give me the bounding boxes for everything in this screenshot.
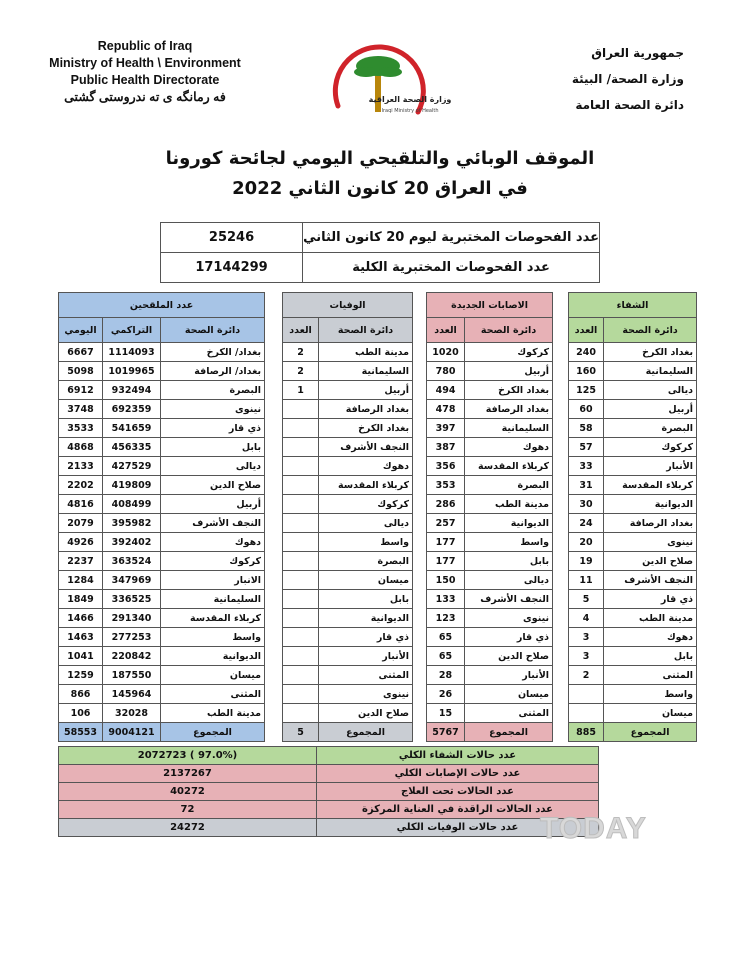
case-directorate-cell: واسط	[465, 533, 553, 552]
vac-daily-cell: 4926	[59, 533, 103, 552]
tests-summary-table	[160, 222, 600, 283]
case-directorate-cell: كربلاء المقدسة	[465, 457, 553, 476]
rec-directorate-cell: مدينة الطب	[604, 609, 697, 628]
death-count-cell	[283, 609, 319, 628]
vac-directorate-cell: ميسان	[161, 666, 265, 685]
vac-directorate-cell: دهوك	[161, 533, 265, 552]
death-count-cell	[283, 438, 319, 457]
vac-cumulative-cell: 692359	[103, 400, 161, 419]
case-count-cell: 28	[427, 666, 465, 685]
death-count-cell	[283, 590, 319, 609]
case-count-cell: 26	[427, 685, 465, 704]
table-row	[59, 647, 697, 666]
death-directorate-cell: أربيل	[319, 381, 413, 400]
death-count-cell	[283, 533, 319, 552]
rec-directorate-cell: السليمانية	[604, 362, 697, 381]
title-line-2: في العراق 20 كانون الثاني 2022	[232, 178, 528, 199]
col-rec-directorate: دائرة الصحة	[604, 318, 697, 343]
death-directorate-cell: الديوانية	[319, 609, 413, 628]
rec-count-cell	[569, 704, 604, 723]
vac-cumulative-cell: 363524	[103, 552, 161, 571]
vac-daily-cell: 2079	[59, 514, 103, 533]
total-stat-row	[59, 747, 599, 765]
vac-directorate-cell: المثنى	[161, 685, 265, 704]
logo-text: وزارة الصحة العراقية	[368, 95, 452, 104]
vac-cumulative-cell: 1114093	[103, 343, 161, 362]
death-directorate-cell: بغداد الكرخ	[319, 419, 413, 438]
case-directorate-cell: بابل	[465, 552, 553, 571]
vac-cumulative-cell: 408499	[103, 495, 161, 514]
vac-daily-cell: 3533	[59, 419, 103, 438]
table-row	[59, 514, 697, 533]
case-count-cell: 494	[427, 381, 465, 400]
total-stat-row	[59, 765, 599, 783]
vac-cumulative-cell: 145964	[103, 685, 161, 704]
death-count-cell	[283, 704, 319, 723]
vac-cumulative-cell: 220842	[103, 647, 161, 666]
case-directorate-cell: نينوى	[465, 609, 553, 628]
table-row	[59, 438, 697, 457]
death-count-cell	[283, 552, 319, 571]
vac-directorate-cell: ذي قار	[161, 419, 265, 438]
group-header-row	[59, 293, 697, 318]
case-directorate-cell: أربيل	[465, 362, 553, 381]
table-row	[59, 571, 697, 590]
total-stat-value: 2072723 ( 97.0%)	[59, 747, 317, 765]
title-line-1: الموقف الوبائي والتلقيحي اليومي لجائحة كورونا	[165, 148, 595, 169]
rec-directorate-cell: بابل	[604, 647, 697, 666]
vac-directorate-cell: الانبار	[161, 571, 265, 590]
table-row	[59, 419, 697, 438]
vac-daily-cell: 2133	[59, 457, 103, 476]
case-directorate-cell: البصرة	[465, 476, 553, 495]
vac-cumulative-cell: 187550	[103, 666, 161, 685]
total-stat-row	[59, 801, 599, 819]
rec-directorate-cell: النجف الأشرف	[604, 571, 697, 590]
vac-daily-cell: 106	[59, 704, 103, 723]
col-cumulative: التراكمي	[103, 318, 161, 343]
total-stat-value: 24272	[59, 819, 317, 837]
total-stat-value: 2137267	[59, 765, 317, 783]
rec-directorate-cell: واسط	[604, 685, 697, 704]
death-count-cell	[283, 419, 319, 438]
table-row	[59, 381, 697, 400]
death-count-cell	[283, 476, 319, 495]
col-daily: اليومي	[59, 318, 103, 343]
case-count-cell: 286	[427, 495, 465, 514]
vac-cumulative-cell: 932494	[103, 381, 161, 400]
header-en-line-1: Republic of Iraq	[97, 39, 193, 53]
header-en-line-2: Ministry of Health \ Environment	[49, 56, 241, 70]
daily-tests-row	[161, 223, 600, 253]
rec-count-cell: 11	[569, 571, 604, 590]
total-stat-row	[59, 819, 599, 837]
table-row	[59, 343, 697, 362]
totals-row	[59, 723, 697, 742]
case-count-cell: 133	[427, 590, 465, 609]
header-ar-line-3: دائرة الصحة العامة	[575, 98, 684, 112]
total-tests-label: عدد الفحوصات المختبرية الكلية	[303, 253, 600, 283]
rec-count-cell: 125	[569, 381, 604, 400]
death-count-cell	[283, 628, 319, 647]
vac-directorate-cell: الديوانية	[161, 647, 265, 666]
case-count-cell: 356	[427, 457, 465, 476]
death-count-cell	[283, 495, 319, 514]
death-count-cell: 1	[283, 381, 319, 400]
vac-daily-cell: 1849	[59, 590, 103, 609]
vaccinated-group-header: عدد الملقحين	[59, 293, 265, 318]
vac-daily-cell: 6912	[59, 381, 103, 400]
vac-directorate-cell: كركوك	[161, 552, 265, 571]
case-count-cell: 65	[427, 628, 465, 647]
total-stat-row	[59, 783, 599, 801]
case-directorate-cell: المثنى	[465, 704, 553, 723]
header-ar-line-1: جمهورية العراق	[591, 46, 684, 60]
death-directorate-cell: مدينة الطب	[319, 343, 413, 362]
case-count-cell: 353	[427, 476, 465, 495]
table-row	[59, 704, 697, 723]
vac-directorate-cell: كربلاء المقدسة	[161, 609, 265, 628]
daily-tests-label: عدد الفحوصات المختبرية ليوم 20 كانون الثاني	[303, 223, 600, 253]
case-directorate-cell: ميسان	[465, 685, 553, 704]
case-count-cell: 397	[427, 419, 465, 438]
death-directorate-cell: صلاح الدين	[319, 704, 413, 723]
rec-directorate-cell: البصرة	[604, 419, 697, 438]
total-stat-label: عدد حالات الشفاء الكلي	[317, 747, 599, 765]
cases-group-header: الاصابات الجديدة	[427, 293, 553, 318]
rec-directorate-cell: ميسان	[604, 704, 697, 723]
vac-daily-cell: 1284	[59, 571, 103, 590]
case-count-cell: 257	[427, 514, 465, 533]
rec-count-cell: 60	[569, 400, 604, 419]
vac-directorate-cell: ديالى	[161, 457, 265, 476]
table-row	[59, 685, 697, 704]
case-directorate-cell: بغداد الرصافة	[465, 400, 553, 419]
vac-cumulative-cell: 392402	[103, 533, 161, 552]
rec-count-cell: 19	[569, 552, 604, 571]
table-row	[59, 552, 697, 571]
rec-directorate-cell: ديالى	[604, 381, 697, 400]
col-death-count: العدد	[283, 318, 319, 343]
total-tests-row	[161, 253, 600, 283]
vac-daily-cell: 1041	[59, 647, 103, 666]
rec-directorate-cell: ذي قار	[604, 590, 697, 609]
vac-cumulative-cell: 347969	[103, 571, 161, 590]
death-count-cell	[283, 647, 319, 666]
death-count-cell	[283, 666, 319, 685]
table-row	[59, 666, 697, 685]
death-count-cell	[283, 514, 319, 533]
recovery-total: 885	[569, 723, 604, 742]
col-vac-directorate: دائرة الصحة	[161, 318, 265, 343]
vac-cumulative-cell: 395982	[103, 514, 161, 533]
rec-count-cell: 20	[569, 533, 604, 552]
col-case-directorate: دائرة الصحة	[465, 318, 553, 343]
total-stat-value: 40272	[59, 783, 317, 801]
vac-cumulative-total: 9004121	[103, 723, 161, 742]
table-row	[59, 400, 697, 419]
rec-count-cell	[569, 685, 604, 704]
vac-cumulative-cell: 291340	[103, 609, 161, 628]
table-row	[59, 457, 697, 476]
vac-daily-cell: 3748	[59, 400, 103, 419]
vac-directorate-cell: البصرة	[161, 381, 265, 400]
vac-daily-cell: 1463	[59, 628, 103, 647]
rec-directorate-cell: دهوك	[604, 628, 697, 647]
rec-count-cell: 31	[569, 476, 604, 495]
rec-count-cell: 33	[569, 457, 604, 476]
table-row	[59, 362, 697, 381]
case-directorate-cell: كركوك	[465, 343, 553, 362]
rec-directorate-cell: بغداد الكرخ	[604, 343, 697, 362]
col-case-count: العدد	[427, 318, 465, 343]
rec-directorate-cell: الأنبار	[604, 457, 697, 476]
header-ar-line-2: وزارة الصحة/ البيئة	[571, 72, 684, 86]
table-row	[59, 590, 697, 609]
vac-daily-cell: 1259	[59, 666, 103, 685]
rec-directorate-cell: صلاح الدين	[604, 552, 697, 571]
total-tests-value: 17144299	[161, 253, 303, 283]
header-kurdish-line: فه رمانگه ى ته ندروستى گشتى	[64, 90, 226, 104]
table-row	[59, 495, 697, 514]
daily-tests-value: 25246	[161, 223, 303, 253]
death-directorate-cell: بابل	[319, 590, 413, 609]
rec-directorate-cell: أربيل	[604, 400, 697, 419]
case-count-cell: 15	[427, 704, 465, 723]
recovery-group-header: الشفاء	[569, 293, 697, 318]
case-directorate-cell: مدينة الطب	[465, 495, 553, 514]
vac-daily-cell: 866	[59, 685, 103, 704]
vac-daily-cell: 2237	[59, 552, 103, 571]
vac-daily-cell: 4816	[59, 495, 103, 514]
case-directorate-cell: صلاح الدين	[465, 647, 553, 666]
rec-count-cell: 5	[569, 590, 604, 609]
death-count-cell	[283, 685, 319, 704]
death-directorate-cell: ديالى	[319, 514, 413, 533]
death-directorate-cell: المثنى	[319, 666, 413, 685]
rec-count-cell: 4	[569, 609, 604, 628]
death-count-cell	[283, 400, 319, 419]
vac-directorate-cell: النجف الأشرف	[161, 514, 265, 533]
case-count-cell: 123	[427, 609, 465, 628]
death-directorate-cell: النجف الأشرف	[319, 438, 413, 457]
case-directorate-cell: السليمانية	[465, 419, 553, 438]
death-count-cell	[283, 457, 319, 476]
rec-directorate-cell: كركوك	[604, 438, 697, 457]
english-header	[30, 38, 260, 106]
vac-cumulative-cell: 32028	[103, 704, 161, 723]
rec-count-cell: 3	[569, 628, 604, 647]
death-directorate-cell: ذي قار	[319, 628, 413, 647]
vac-cumulative-cell: 277253	[103, 628, 161, 647]
table-row	[59, 533, 697, 552]
vac-directorate-cell: بابل	[161, 438, 265, 457]
rec-count-cell: 30	[569, 495, 604, 514]
vac-directorate-cell: السليمانية	[161, 590, 265, 609]
case-count-cell: 65	[427, 647, 465, 666]
case-directorate-cell: الديوانية	[465, 514, 553, 533]
total-stat-label: عدد حالات الوفيات الكلي	[317, 819, 599, 837]
death-count-cell: 2	[283, 343, 319, 362]
vac-daily-total: 58553	[59, 723, 103, 742]
rec-directorate-cell: كربلاء المقدسة	[604, 476, 697, 495]
death-count-cell: 2	[283, 362, 319, 381]
rec-count-cell: 2	[569, 666, 604, 685]
rec-count-cell: 160	[569, 362, 604, 381]
vac-daily-cell: 5098	[59, 362, 103, 381]
rec-directorate-cell: المثنى	[604, 666, 697, 685]
death-directorate-cell: نينوى	[319, 685, 413, 704]
vac-directorate-cell: نينوى	[161, 400, 265, 419]
deaths-total-label: المجموع	[319, 723, 413, 742]
ministry-logo	[318, 26, 452, 132]
death-directorate-cell: الأنبار	[319, 647, 413, 666]
case-count-cell: 478	[427, 400, 465, 419]
vac-cumulative-cell: 336525	[103, 590, 161, 609]
vac-cumulative-cell: 419809	[103, 476, 161, 495]
vac-cumulative-cell: 427529	[103, 457, 161, 476]
case-directorate-cell: النجف الأشرف	[465, 590, 553, 609]
totals-table	[58, 746, 599, 837]
rec-directorate-cell: الديوانية	[604, 495, 697, 514]
case-count-cell: 780	[427, 362, 465, 381]
death-directorate-cell: دهوك	[319, 457, 413, 476]
deaths-total: 5	[283, 723, 319, 742]
death-directorate-cell: كركوك	[319, 495, 413, 514]
death-directorate-cell: ميسان	[319, 571, 413, 590]
case-count-cell: 177	[427, 552, 465, 571]
cases-total: 5767	[427, 723, 465, 742]
rec-count-cell: 240	[569, 343, 604, 362]
rec-count-cell: 3	[569, 647, 604, 666]
table-row	[59, 476, 697, 495]
case-count-cell: 177	[427, 533, 465, 552]
case-directorate-cell: ديالى	[465, 571, 553, 590]
table-row	[59, 628, 697, 647]
vac-directorate-cell: صلاح الدين	[161, 476, 265, 495]
col-rec-count: العدد	[569, 318, 604, 343]
death-directorate-cell: كربلاء المقدسة	[319, 476, 413, 495]
death-directorate-cell: السليمانية	[319, 362, 413, 381]
death-directorate-cell: البصرة	[319, 552, 413, 571]
total-stat-label: عدد الحالات الراقدة في العناية المركزة	[317, 801, 599, 819]
arabic-header	[484, 40, 684, 118]
col-death-directorate: دائرة الصحة	[319, 318, 413, 343]
vac-directorate-cell: مدينة الطب	[161, 704, 265, 723]
vac-cumulative-cell: 456335	[103, 438, 161, 457]
today-watermark: TODAY	[540, 812, 647, 845]
vac-directorate-cell: بغداد/ الرصافة	[161, 362, 265, 381]
recovery-total-label: المجموع	[604, 723, 697, 742]
vac-total-label: المجموع	[161, 723, 265, 742]
vac-directorate-cell: واسط	[161, 628, 265, 647]
vac-cumulative-cell: 1019965	[103, 362, 161, 381]
cases-total-label: المجموع	[465, 723, 553, 742]
case-count-cell: 150	[427, 571, 465, 590]
case-count-cell: 387	[427, 438, 465, 457]
total-stat-value: 72	[59, 801, 317, 819]
case-directorate-cell: ذي قار	[465, 628, 553, 647]
rec-count-cell: 24	[569, 514, 604, 533]
rec-count-cell: 58	[569, 419, 604, 438]
vac-directorate-cell: أربيل	[161, 495, 265, 514]
case-directorate-cell: الأنبار	[465, 666, 553, 685]
rec-directorate-cell: بغداد الرصافة	[604, 514, 697, 533]
case-count-cell: 1020	[427, 343, 465, 362]
death-directorate-cell: واسط	[319, 533, 413, 552]
case-directorate-cell: بغداد الكرخ	[465, 381, 553, 400]
case-directorate-cell: دهوك	[465, 438, 553, 457]
total-stat-label: عدد حالات الإصابات الكلي	[317, 765, 599, 783]
vac-daily-cell: 1466	[59, 609, 103, 628]
column-header-row	[59, 318, 697, 343]
header-en-line-3: Public Health Directorate	[70, 73, 220, 87]
logo-sub: Iraqi Ministry of Health	[381, 108, 439, 114]
vac-daily-cell: 4868	[59, 438, 103, 457]
death-directorate-cell: بغداد الرصافة	[319, 400, 413, 419]
vac-daily-cell: 6667	[59, 343, 103, 362]
vac-directorate-cell: بغداد/ الكرخ	[161, 343, 265, 362]
vac-cumulative-cell: 541659	[103, 419, 161, 438]
epidemic-table	[58, 292, 697, 742]
total-stat-label: عدد الحالات تحت العلاج	[317, 783, 599, 801]
table-row	[59, 609, 697, 628]
death-count-cell	[283, 571, 319, 590]
vac-daily-cell: 2202	[59, 476, 103, 495]
deaths-group-header: الوفيات	[283, 293, 413, 318]
rec-directorate-cell: نينوى	[604, 533, 697, 552]
rec-count-cell: 57	[569, 438, 604, 457]
